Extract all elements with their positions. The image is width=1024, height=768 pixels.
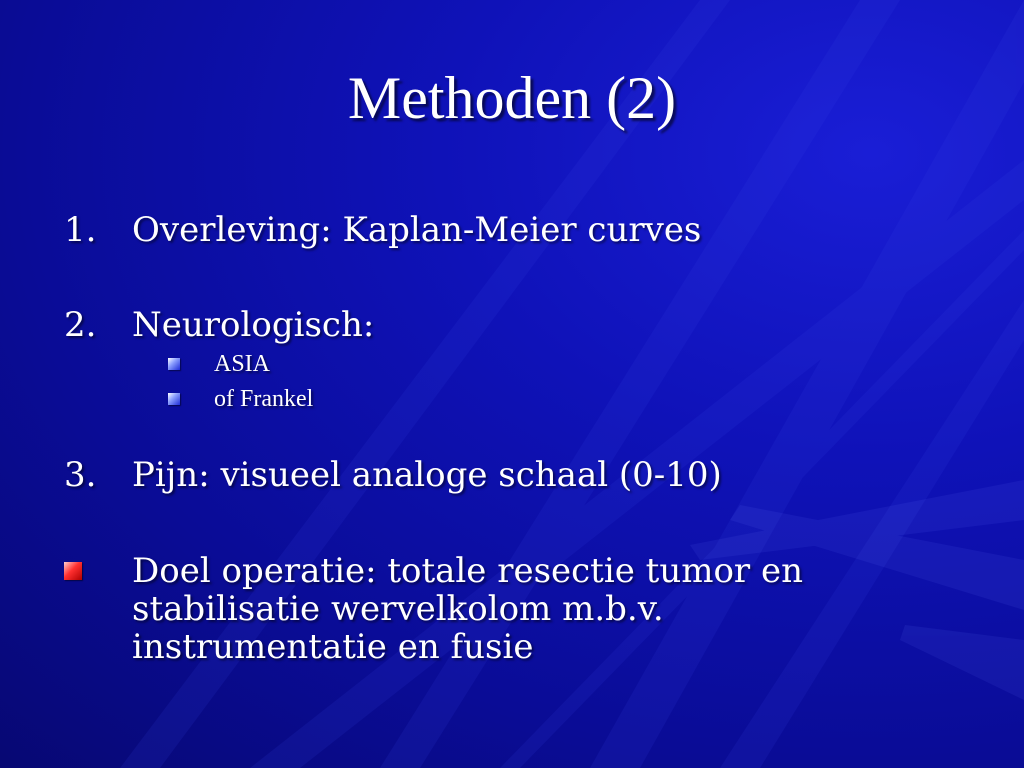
list-text: Neurologisch: <box>132 305 375 345</box>
goal-line: Doel operatie: totale resectie tumor en <box>132 551 804 591</box>
sub-list-item <box>168 350 270 378</box>
square-bullet-icon <box>168 393 180 405</box>
list-item-1 <box>64 211 964 249</box>
goal-line: stabilisatie wervelkolom m.b.v. <box>132 589 664 629</box>
sub-list-item <box>168 385 313 413</box>
sub-list-text: ASIA <box>214 351 271 377</box>
list-item-2 <box>64 306 964 344</box>
sub-list-text: of Frankel <box>214 386 314 412</box>
slide-title: Methoden (2) <box>347 65 677 131</box>
list-number: 2. <box>64 305 97 345</box>
list-number: 3. <box>64 455 97 495</box>
goal-line: instrumentatie en fusie <box>132 627 534 667</box>
list-item-3 <box>64 456 964 494</box>
goal-text <box>132 552 892 666</box>
list-text: Overleving: Kaplan-Meier curves <box>132 210 702 250</box>
red-square-bullet-icon <box>64 562 82 580</box>
list-number: 1. <box>64 210 97 250</box>
square-bullet-icon <box>168 358 180 370</box>
list-text: Pijn: visueel analoge schaal (0-10) <box>132 455 722 495</box>
